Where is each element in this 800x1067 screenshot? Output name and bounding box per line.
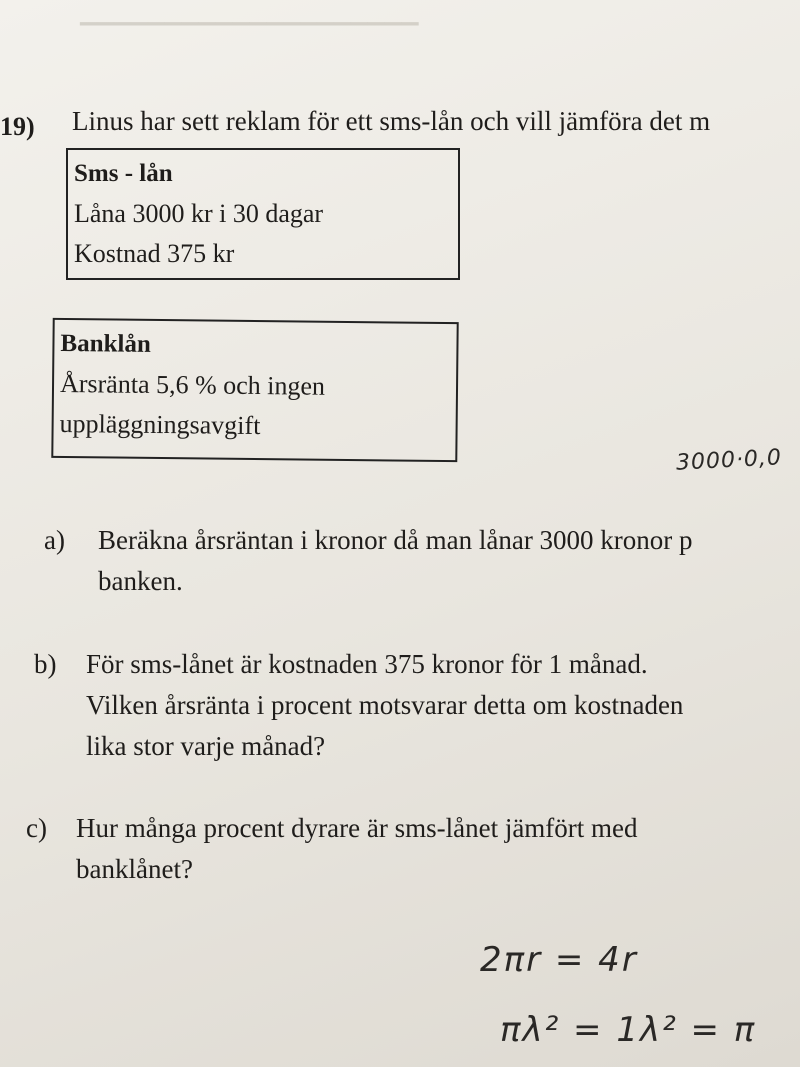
bleed-through-text: ▁▁▁▁▁▁▁▁▁▁▁▁▁▁▁▁▁▁▁▁ bbox=[80, 0, 419, 25]
question-b-line2: Vilken årsränta i procent motsvarar detta om kostnaden bbox=[86, 690, 684, 720]
sms-loan-line1: Låna 3000 kr i 30 dagar bbox=[74, 199, 324, 228]
question-a-label: a) bbox=[44, 525, 65, 555]
question-b-line1: För sms-lånet är kostnaden 375 kronor för 1 månad. bbox=[86, 649, 648, 679]
question-c-line1: Hur många procent dyrare är sms-lånet jämfört med bbox=[76, 813, 638, 843]
question-c-label: c) bbox=[26, 813, 47, 843]
handwritten-note-area: πλ² = 1λ² = π bbox=[500, 1010, 757, 1050]
bank-loan-title: Banklån bbox=[60, 329, 151, 358]
sms-loan-box bbox=[66, 148, 460, 280]
bank-loan-line2: uppläggningsavgift bbox=[59, 408, 261, 441]
question-a-line2: banken. bbox=[98, 566, 183, 596]
handwritten-note-circumference: 2πr = 4r bbox=[480, 940, 638, 980]
problem-intro: Linus har sett reklam för ett sms-lån och vill jämföra det m bbox=[72, 106, 711, 136]
problem-number: 19) bbox=[0, 112, 35, 141]
bank-loan-line1: Årsränta 5,6 % och ingen bbox=[59, 368, 326, 401]
handwritten-note-calc: 3000·0,0 bbox=[675, 445, 783, 476]
question-b-line3: lika stor varje månad? bbox=[86, 731, 326, 761]
question-b-label: b) bbox=[34, 649, 57, 679]
question-a-line1: Beräkna årsräntan i kronor då man lånar 3000 kronor p bbox=[98, 525, 693, 555]
sms-loan-line2: Kostnad 375 kr bbox=[74, 239, 235, 268]
bank-loan-box bbox=[51, 318, 458, 462]
sms-loan-title: Sms - lån bbox=[74, 160, 173, 187]
question-c-line2: banklånet? bbox=[76, 854, 193, 884]
